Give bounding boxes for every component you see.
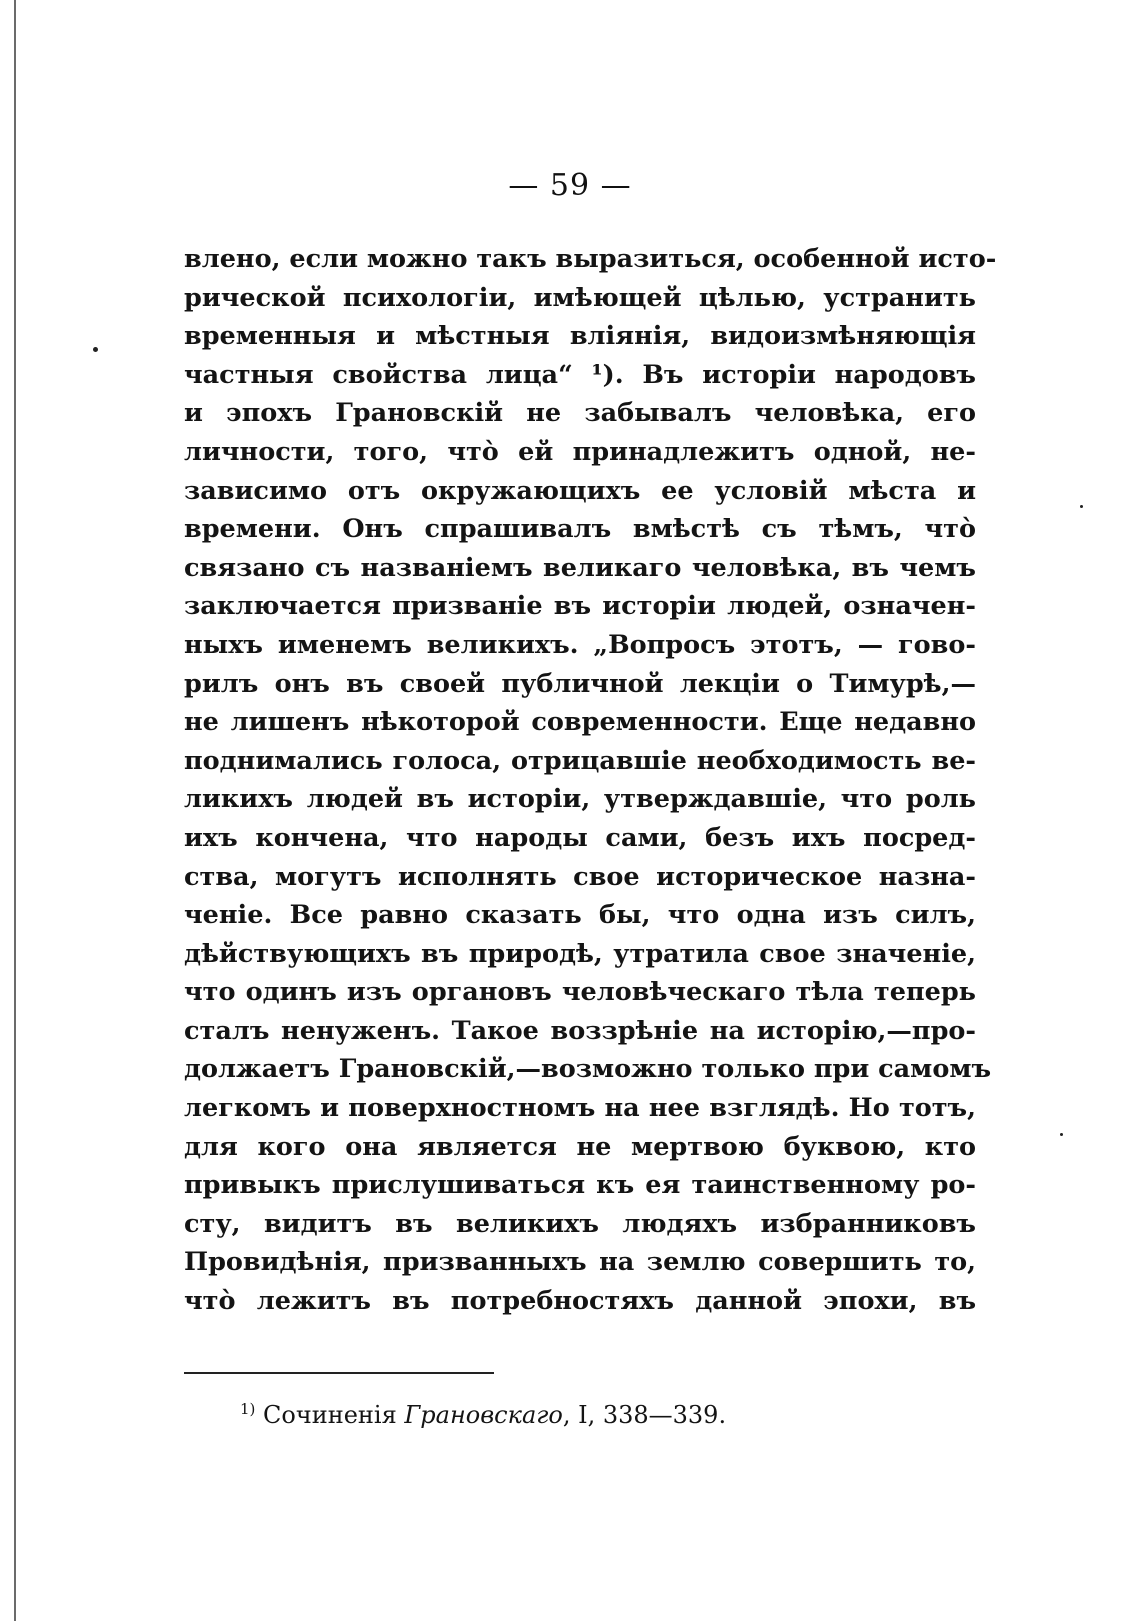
body-text: [184, 240, 997, 1321]
text-line: зависимо отъ окружающихъ ее условій мѣста и: [184, 475, 976, 506]
text-line: привыкъ прислушиваться къ ея таинственному ро-: [184, 1170, 976, 1201]
text-line: ихъ кончена, что народы сами, безъ ихъ посред-: [184, 822, 976, 853]
text-line: рилъ онъ въ своей публичной лекціи о Тимурѣ,—: [184, 668, 976, 699]
text-line: ликихъ людей въ исторіи, утверждавшіе, что роль: [184, 784, 976, 815]
text-line: времени. Онъ спрашивалъ вмѣстѣ съ тѣмъ, что̀: [184, 514, 976, 545]
text-line: заключается призваніе въ исторіи людей, означен-: [184, 591, 976, 622]
text-line: ства, могутъ исполнять свое историческое назна-: [184, 861, 976, 892]
text-line: частныя свойства лица“ ¹). Въ исторіи народовъ: [184, 359, 976, 390]
text-line: и эпохъ Грановскій не забывалъ человѣка, его: [184, 398, 976, 429]
page-number: — 59 —: [508, 168, 632, 203]
text-line: Провидѣнія, призванныхъ на землю совершить то,: [184, 1247, 976, 1278]
footnote: [240, 1400, 726, 1429]
text-line: дѣйствующихъ въ природѣ, утратила свое значеніе,: [184, 938, 976, 969]
text-line: рической психологіи, имѣющей цѣлью, устранить: [184, 282, 976, 313]
text-line: что̀ лежитъ въ потребностяхъ данной эпохи, въ: [184, 1286, 976, 1317]
text-line: что одинъ изъ органовъ человѣческаго тѣла теперь: [184, 977, 976, 1008]
text-line: для кого она является не мертвою буквою, кто: [184, 1131, 976, 1162]
text-line: сту, видитъ въ великихъ людяхъ избранниковъ: [184, 1208, 976, 1239]
text-line: поднимались голоса, отрицавшіе необходимость ве-: [184, 745, 976, 776]
footnote-author: Грановскаго: [404, 1401, 563, 1429]
scan-speck: [1060, 1133, 1063, 1136]
scan-speck: [1080, 505, 1083, 508]
footnote-prefix: Сочиненія: [263, 1401, 397, 1429]
text-line: связано съ названіемъ великаго человѣка, въ чемъ: [184, 552, 976, 583]
text-line: должаетъ Грановскій,—возможно только при самомъ: [184, 1054, 992, 1085]
text-line: сталъ ненуженъ. Такое воззрѣніе на исторію,—про-: [184, 1015, 976, 1046]
footnote-rule: [184, 1372, 494, 1374]
text-line: временныя и мѣстныя вліянія, видоизмѣняющія: [184, 321, 976, 352]
text-line: влено, если можно такъ выразиться, особенной исто-: [184, 244, 997, 274]
text-line: легкомъ и поверхностномъ на нее взглядѣ. Но тотъ,: [184, 1093, 976, 1124]
scan-edge-line: [14, 0, 16, 1621]
footnote-marker: 1): [240, 1400, 256, 1418]
text-line: не лишенъ нѣкоторой современности. Еще недавно: [184, 707, 976, 738]
text-line: ченіе. Все равно сказать бы, что одна изъ силъ,: [184, 900, 976, 931]
text-line: личности, того, что̀ ей принадлежитъ одной, не-: [184, 436, 976, 467]
text-line: ныхъ именемъ великихъ. „Вопросъ этотъ, — гово-: [184, 629, 976, 660]
footnote-suffix: , I, 338—339.: [562, 1401, 727, 1429]
scan-speck: [93, 347, 98, 352]
